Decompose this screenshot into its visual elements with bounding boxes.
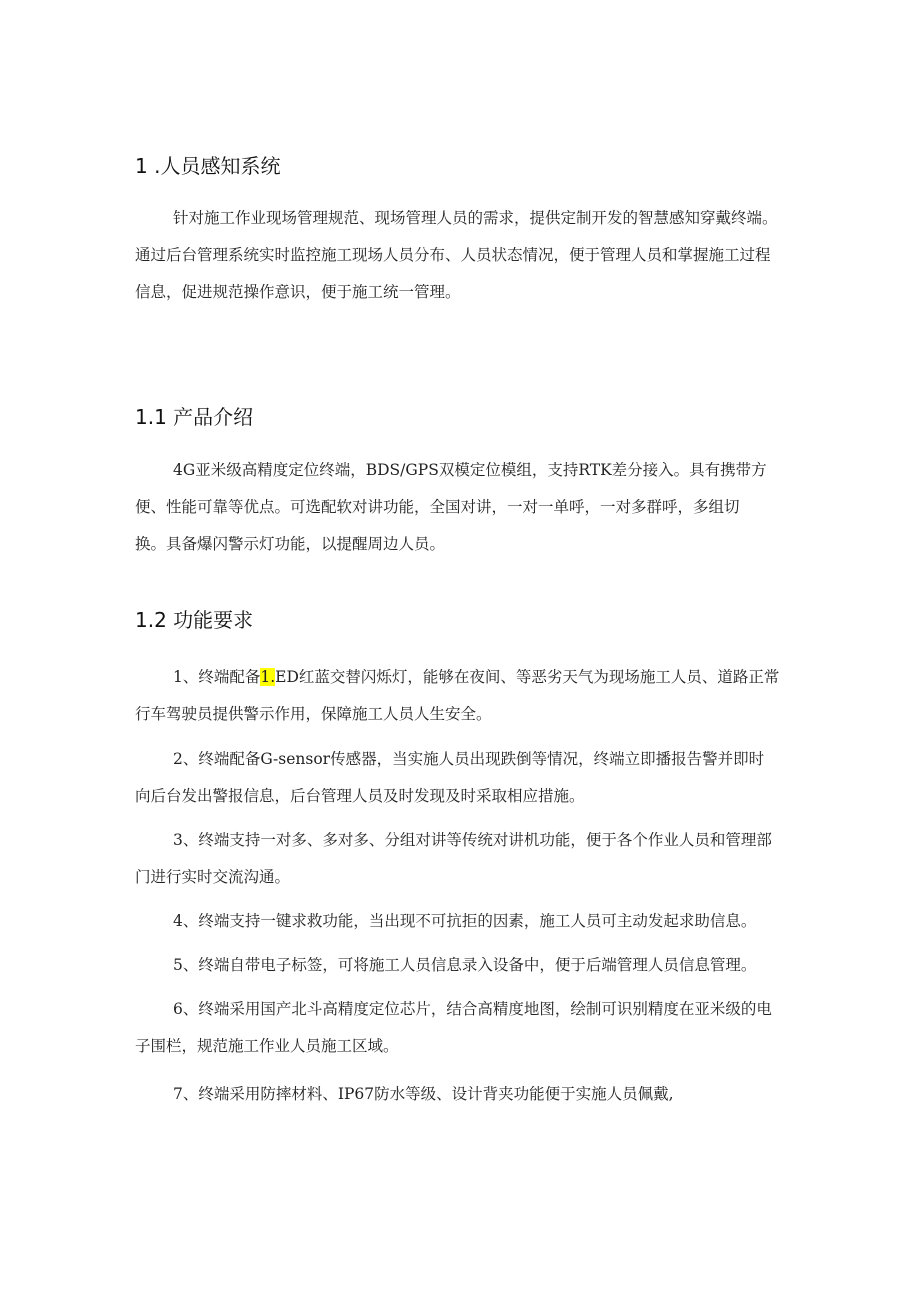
text-line: 向后台发出警报信息，后台管理人员及时发现及时采取相应措施。 [135,787,585,805]
requirement-7 [135,1076,835,1113]
text-line: 便、性能可靠等优点。可选配软对讲功能，全国对讲，一对一单呼，一对多群呼，多组切 [135,498,740,516]
text-line: 5、终端自带电子标签，可将施工人员信息录入设备中，便于后端管理人员信息管理。 [173,956,757,974]
text-line: 门进行实时交流沟通。 [135,868,291,886]
text-line: 3、终端支持一对多、多对多、分组对讲等传统对讲机功能，便于各个作业人员和管理部 [173,831,772,849]
text-line: 2、终端配备G-sensor传感器，当实施人员出现跌倒等情况，终端立即播报告警并即时 [173,750,765,768]
text-line: 7、终端采用防摔材料、IP67防水等级、设计背夹功能便于实施人员佩戴, [173,1085,674,1103]
requirement-3 [135,822,835,896]
section-heading-1-2: 1.2 功能要求 [135,608,254,632]
text-line: 换。具备爆闪警示灯功能，以提醒周边人员。 [135,535,446,553]
text-line: 6、终端采用国产北斗高精度定位芯片，结合高精度地图，绘制可识别精度在亚米级的电 [173,1000,772,1018]
requirement-4 [135,903,835,940]
requirement-5 [135,947,835,984]
text-line: 子围栏，规范施工作业人员施工区域。 [135,1037,399,1055]
section-heading-1: 1 .人员感知系统 [135,154,281,178]
requirement-1 [135,659,835,733]
section-heading-1-1: 1.1 产品介绍 [135,405,254,429]
text-line: 针对施工作业现场管理规范、现场管理人员的需求，提供定制开发的智慧感知穿戴终端。 [173,209,778,227]
text-line: 通过后台管理系统实时监控施工现场人员分布、人员状态情况，便于管理人员和掌握施工过程 [135,246,771,264]
highlighted-text: 1. [260,668,276,686]
product-paragraph [135,452,835,563]
requirement-2 [135,741,835,815]
text-line [135,659,835,696]
requirement-6 [135,991,835,1065]
text-line: 行车驾驶员提供警示作用，保障施工人员人生安全。 [135,705,492,723]
text-line: 信息，促进规范操作意识，便于施工统一管理。 [135,283,461,301]
text-line: 4G亚米级高精度定位终端，BDS/GPS双模定位模组，支持RTK差分接入。具有携带方 [173,461,767,479]
intro-paragraph [135,200,835,311]
text-run: ED红蓝交替闪烁灯，能够在夜间、等恶劣天气为现场施工人员、道路正常 [275,668,780,686]
text-line: 4、终端支持一键求救功能，当出现不可抗拒的因素，施工人员可主动发起求助信息。 [173,912,757,930]
text-run: 1、终端配备 [173,668,261,686]
